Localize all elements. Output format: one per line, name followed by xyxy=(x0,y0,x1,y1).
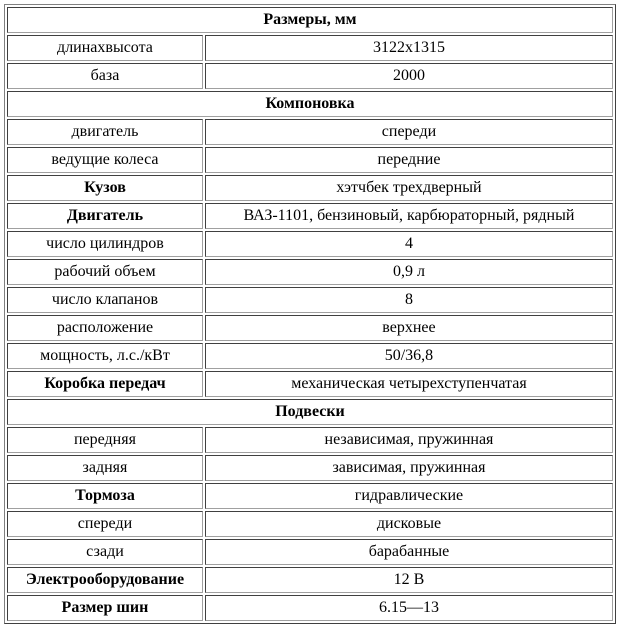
spec-label: длинахвысота xyxy=(7,35,203,61)
spec-label: Размер шин xyxy=(7,595,203,621)
spec-table xyxy=(4,4,616,624)
spec-value: 4 xyxy=(205,231,613,257)
spec-label: рабочий объем xyxy=(7,259,203,285)
spec-row xyxy=(7,35,613,61)
spec-row xyxy=(7,427,613,453)
spec-label: спереди xyxy=(7,511,203,537)
spec-value: механическая четырехступенчатая xyxy=(205,371,613,397)
spec-row xyxy=(7,343,613,369)
spec-value: 50/36,8 xyxy=(205,343,613,369)
spec-label: Тормоза xyxy=(7,483,203,509)
spec-value: барабанные xyxy=(205,539,613,565)
spec-label: Кузов xyxy=(7,175,203,201)
spec-row xyxy=(7,483,613,509)
spec-row xyxy=(7,371,613,397)
section-header-row xyxy=(7,91,613,117)
spec-label: Коробка передач xyxy=(7,371,203,397)
spec-value: 0,9 л xyxy=(205,259,613,285)
spec-label: сзади xyxy=(7,539,203,565)
spec-label: мощность, л.с./кВт xyxy=(7,343,203,369)
spec-row xyxy=(7,455,613,481)
spec-value: зависимая, пружинная xyxy=(205,455,613,481)
spec-row xyxy=(7,175,613,201)
section-header-row xyxy=(7,7,613,33)
spec-value: дисковые xyxy=(205,511,613,537)
spec-label: Двигатель xyxy=(7,203,203,229)
spec-value: 12 В xyxy=(205,567,613,593)
spec-value: 3122x1315 xyxy=(205,35,613,61)
spec-value: гидравлические xyxy=(205,483,613,509)
spec-label: число цилиндров xyxy=(7,231,203,257)
spec-value: независимая, пружинная xyxy=(205,427,613,453)
spec-value: хэтчбек трехдверный xyxy=(205,175,613,201)
spec-value: 6.15—13 xyxy=(205,595,613,621)
spec-row xyxy=(7,567,613,593)
spec-value: спереди xyxy=(205,119,613,145)
spec-row xyxy=(7,147,613,173)
section-header-row xyxy=(7,399,613,425)
spec-row xyxy=(7,259,613,285)
spec-row xyxy=(7,287,613,313)
spec-value: 8 xyxy=(205,287,613,313)
spec-label: задняя xyxy=(7,455,203,481)
spec-row xyxy=(7,119,613,145)
spec-value: верхнее xyxy=(205,315,613,341)
section-header: Размеры, мм xyxy=(7,7,613,33)
section-header: Подвески xyxy=(7,399,613,425)
spec-row xyxy=(7,231,613,257)
spec-label: двигатель xyxy=(7,119,203,145)
spec-label: база xyxy=(7,63,203,89)
spec-value: 2000 xyxy=(205,63,613,89)
section-header: Компоновка xyxy=(7,91,613,117)
spec-label: передняя xyxy=(7,427,203,453)
spec-label: расположение xyxy=(7,315,203,341)
spec-row xyxy=(7,511,613,537)
spec-row xyxy=(7,203,613,229)
spec-row xyxy=(7,315,613,341)
spec-label: ведущие колеса xyxy=(7,147,203,173)
spec-label: Электрооборудование xyxy=(7,567,203,593)
spec-label: число клапанов xyxy=(7,287,203,313)
spec-value: передние xyxy=(205,147,613,173)
spec-row xyxy=(7,595,613,621)
spec-value: ВАЗ-1101, бензиновый, карбюраторный, рядный xyxy=(205,203,613,229)
spec-table-body xyxy=(7,7,613,621)
spec-row xyxy=(7,539,613,565)
spec-row xyxy=(7,63,613,89)
